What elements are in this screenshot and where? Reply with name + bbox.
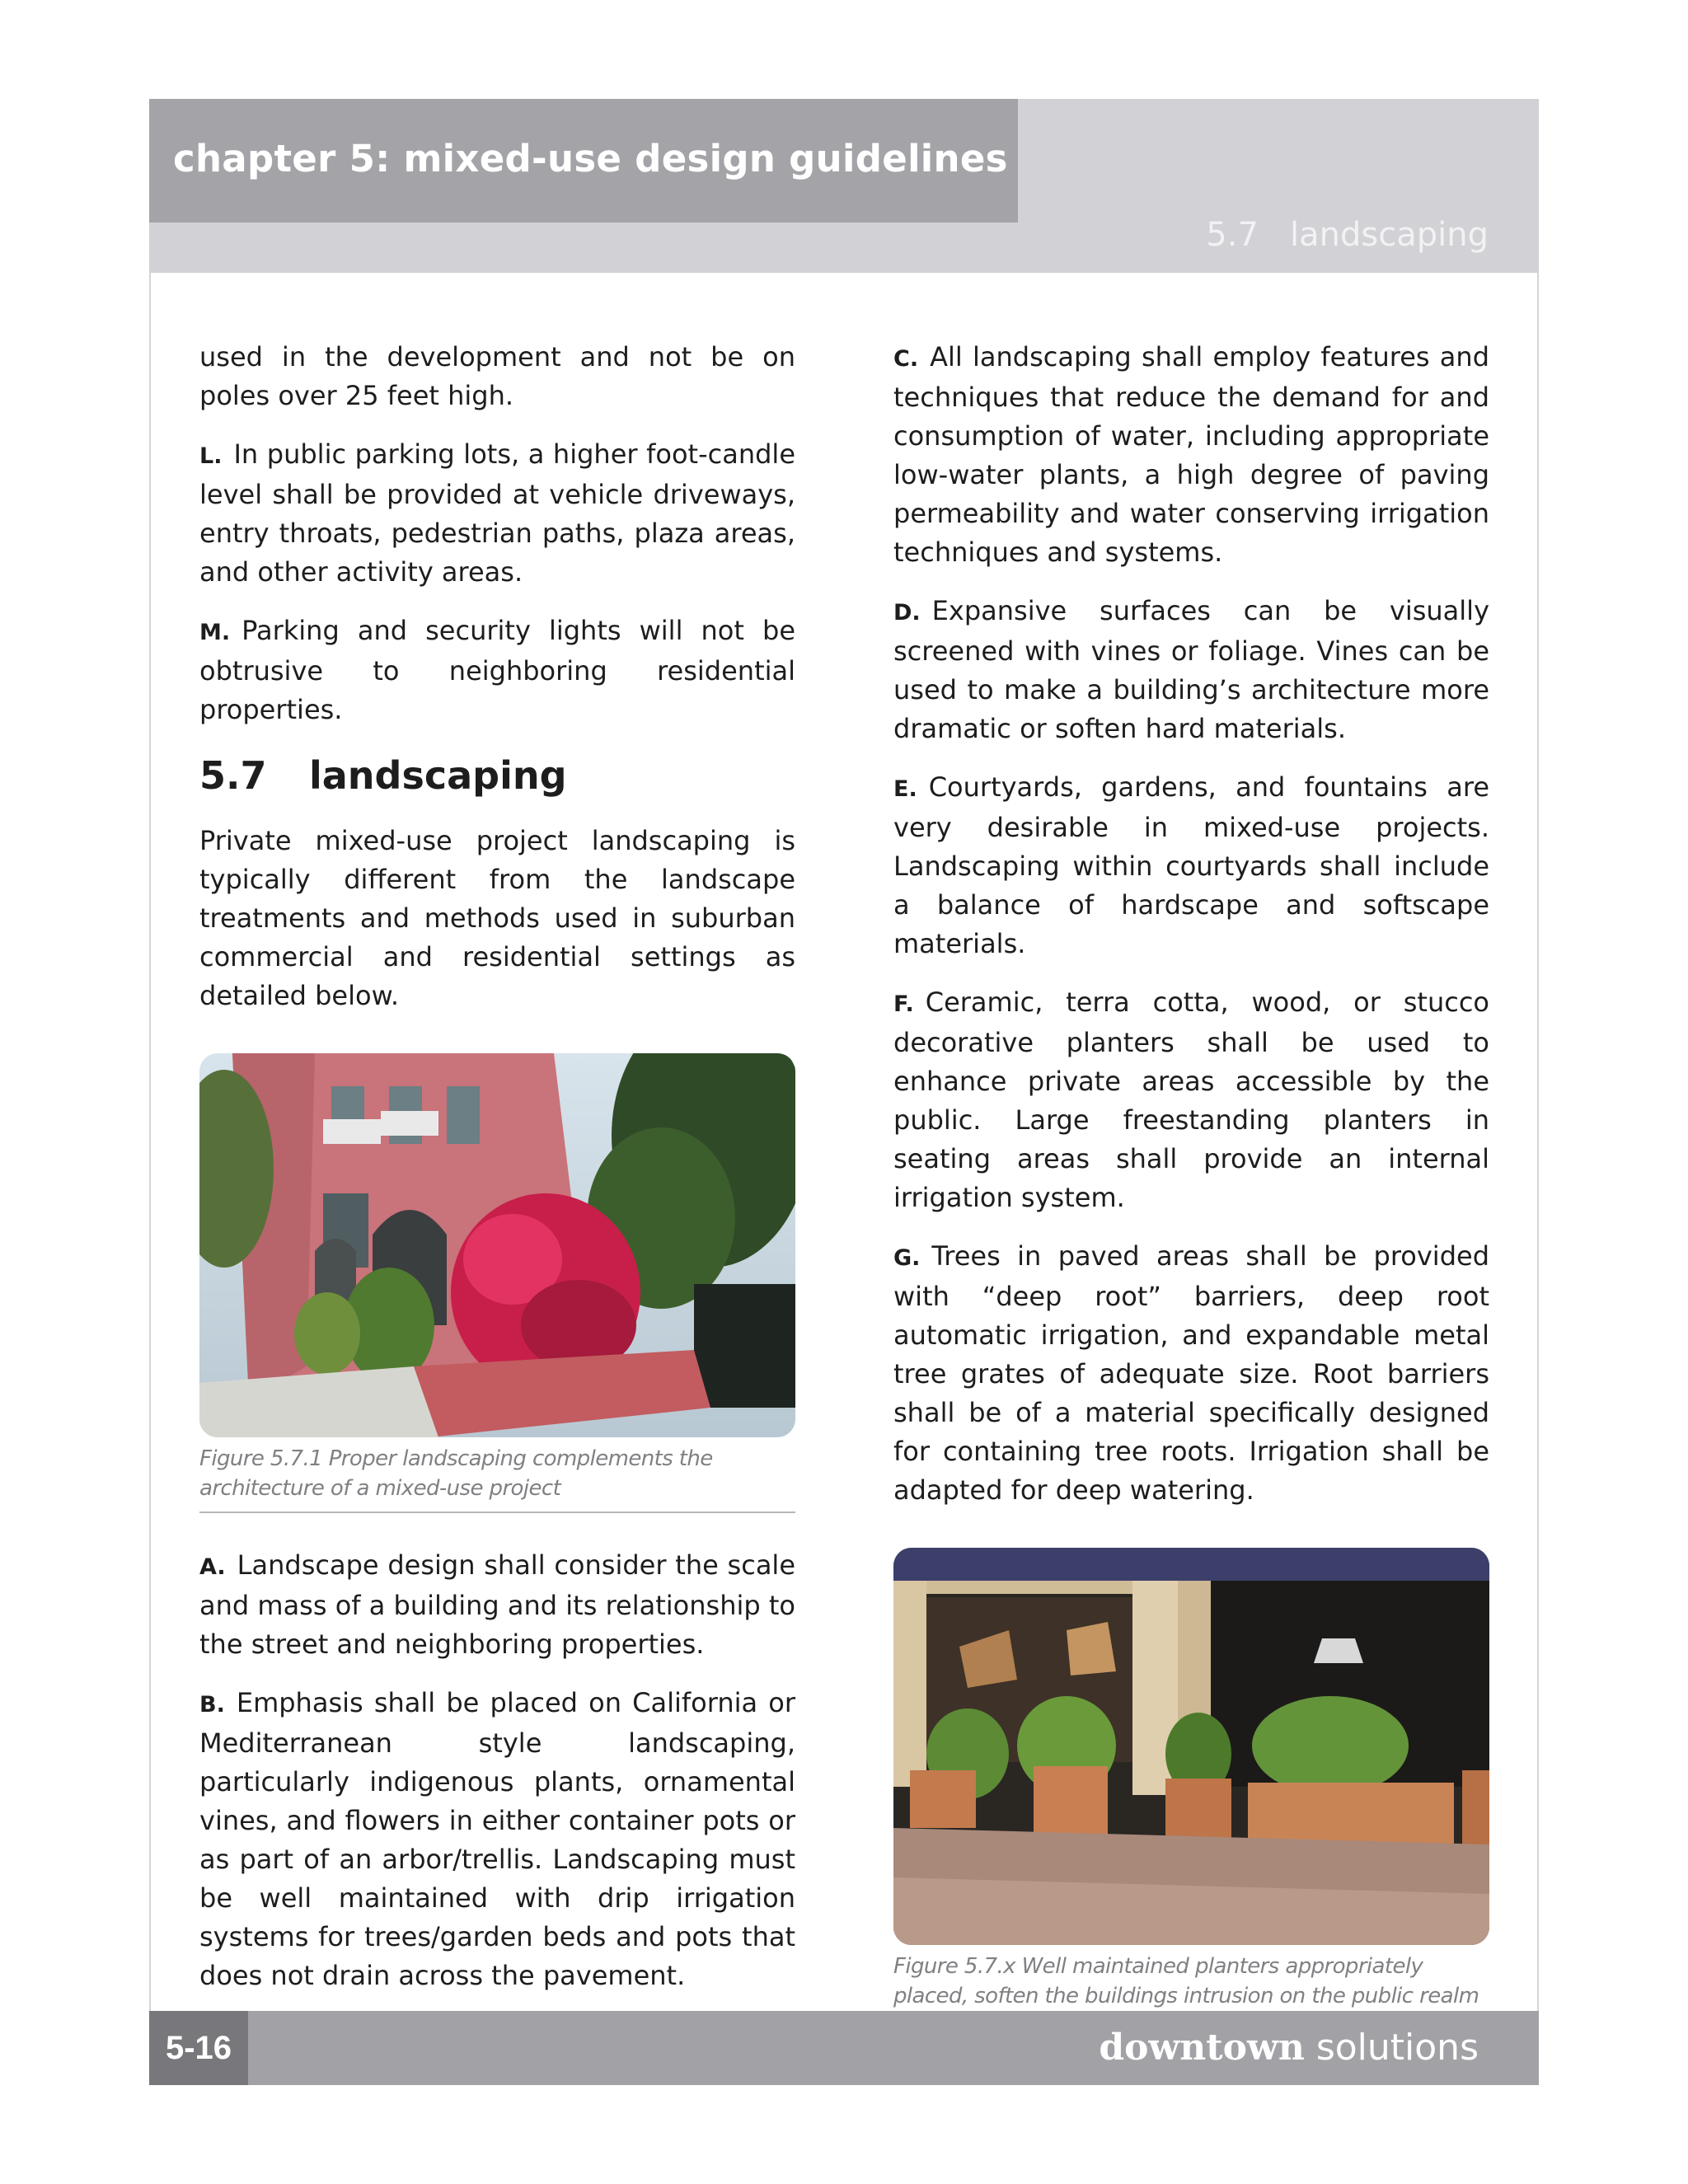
section-heading	[199, 752, 795, 799]
item-text: All landscaping shall employ features and techniques that reduce the demand for and consumption of water, including appropriate low-water plants, a high degree of paving permeability and water conserving irrigation techniques and systems.	[893, 341, 1489, 568]
figure-caption: Figure 5.7.x Well maintained planters appropriately placed, soften the buildings intrusion on the public realm	[893, 1945, 1489, 2021]
item-text: Trees in paved areas shall be provided with “deep root” barriers, deep root automatic irrigation, and expandable metal tree grates of adequate size. Root barriers shall be of a material specifically designed for containing tree roots. Irrigation shall be adapted for deep watering.	[893, 1240, 1489, 1506]
item-m	[199, 612, 795, 729]
item-letter: E.	[893, 776, 917, 802]
figure-photo-planters	[893, 1548, 1489, 1945]
section-intro: Private mixed-use project landscaping is typically different from the landscape treatments and methods used in suburban commercial and residential settings as detailed below.	[199, 825, 795, 1011]
section-heading-number: 5.7	[199, 753, 267, 798]
brand-bold: downtown	[1099, 2027, 1305, 2069]
section-heading-title: landscaping	[309, 753, 567, 798]
item-a	[199, 1546, 795, 1664]
figure-caption: Figure 5.7.1 Proper landscaping complements the architecture of a mixed-use project	[199, 1437, 795, 1513]
figure-landscaping	[199, 1053, 795, 1513]
item-text: Courtyards, gardens, and fountains are very desirable in mixed-use projects. Landscaping within courtyards shall include a balance of hardscape and softscape materials.	[893, 771, 1489, 959]
item-text: Parking and security lights will not be obtrusive to neighboring residential properties.	[199, 615, 795, 725]
figure-photo-pink-building	[199, 1053, 795, 1437]
item-text: Landscape design shall consider the scale and mass of a building and its relationship to the street and neighboring properties.	[199, 1549, 795, 1660]
item-f	[893, 983, 1489, 1217]
item-b	[199, 1684, 795, 1995]
item-text: Expansive surfaces can be visually screened with vines or foliage. Vines can be used to make a building’s architecture more dramatic or soften hard materials.	[893, 595, 1489, 744]
right-column	[893, 338, 1489, 2021]
figure-planters	[893, 1548, 1489, 2021]
item-e	[893, 768, 1489, 963]
item-letter: M.	[199, 620, 231, 645]
section-label: 5.7 landscaping	[1206, 216, 1489, 254]
item-text: In public parking lots, a higher foot-candle level shall be provided at vehicle driveways, entry throats, pedestrian paths, plaza areas, and other activity areas.	[199, 438, 795, 588]
brand-light: solutions	[1304, 2027, 1479, 2069]
footer-brand	[1099, 2011, 1479, 2085]
item-d	[893, 592, 1489, 748]
item-text: Ceramic, terra cotta, wood, or stucco decorative planters shall be used to enhance private areas accessible by the public. Large freestanding planters in seating areas shall provide an internal irrigation system.	[893, 987, 1489, 1213]
item-letter: B.	[199, 1692, 225, 1718]
intro-paragraph: used in the development and not be on poles over 25 feet high.	[199, 341, 795, 411]
left-column	[199, 338, 795, 2015]
item-l	[199, 435, 795, 592]
item-letter: F.	[893, 991, 914, 1017]
item-letter: D.	[893, 600, 921, 626]
item-letter: A.	[199, 1554, 226, 1580]
chapter-title: chapter 5: mixed-use design guidelines	[173, 137, 1008, 180]
item-c	[893, 338, 1489, 572]
page-number: 5-16	[165, 2030, 232, 2066]
item-letter: L.	[199, 443, 223, 469]
item-text: Emphasis shall be placed on California or Mediterranean style landscaping, particularly indigenous plants, ornamental vines, and flowers in either container pots or as part of an arbor/trellis. Landscaping must be well maintained with drip irrigation systems for trees/garden beds and pots that does not drain across the pavement.	[199, 1687, 795, 1991]
item-letter: G.	[893, 1245, 921, 1271]
item-letter: C.	[893, 346, 919, 372]
item-g	[893, 1237, 1489, 1510]
